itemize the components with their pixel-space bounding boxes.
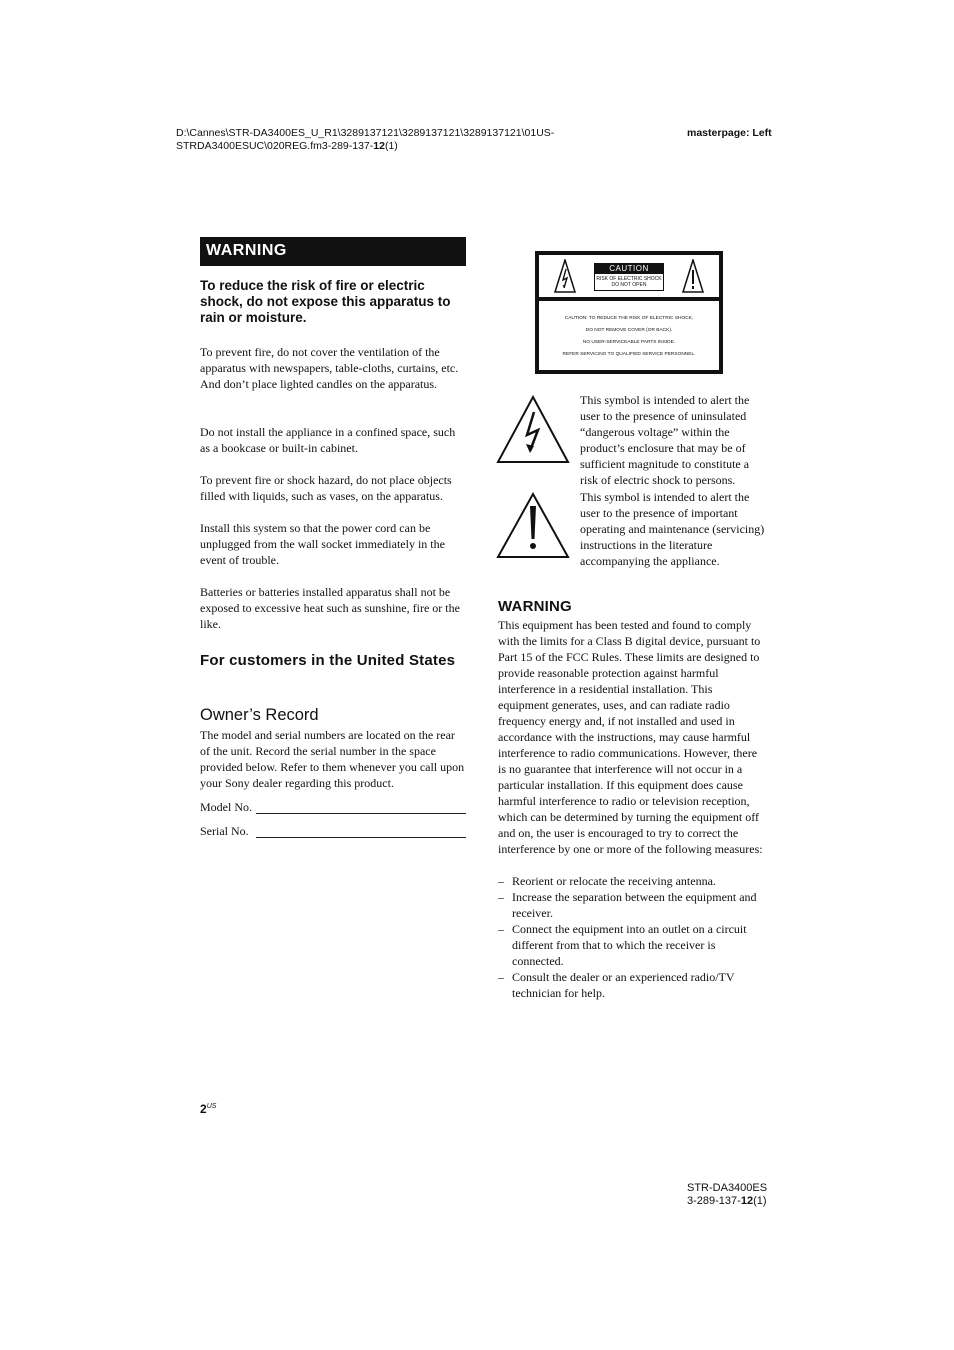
paragraph: Install this system so that the power cord can be unplugged from the wall socket immediately in the event of trouble. <box>200 521 445 567</box>
file-path-line2: STRDA3400ESUC\020REG.fm3-289-137-12(1) <box>176 139 398 152</box>
footer-code: 3-289-137-12(1) <box>687 1194 767 1207</box>
paragraph: Do not install the appliance in a confined space, such as a bookcase or built-in cabinet. <box>200 425 456 455</box>
list-item: – Reorient or relocate the receiving antenna. <box>498 874 716 888</box>
footer-model: STR-DA3400ES <box>687 1182 768 1194</box>
list-item: – Increase the separation between the equipment and receiver. <box>498 890 757 920</box>
list-item: – Consult the dealer or an experienced radio/TV technician for help. <box>498 970 735 1000</box>
file-path-header <box>176 127 596 152</box>
lead-warning: To reduce the risk of fire or electric shock, do not expose this apparatus to rain or moisture. <box>200 278 451 325</box>
owners-record-text: The model and serial numbers are located on the rear of the unit. Record the serial number in the space provided below. Refer to them whenever you call upon your Sony dealer regarding this product. <box>200 728 465 790</box>
caution-text <box>539 313 719 361</box>
masterpage-label: masterpage: Left <box>687 127 772 139</box>
owners-record-heading: Owner’s Record <box>200 706 319 724</box>
paragraph: To prevent fire, do not cover the ventilation of the apparatus with newspapers, table-cloths, curtains, etc. And don’t place lighted candles on the apparatus. <box>200 345 459 391</box>
us-customers-heading: For customers in the United States <box>200 652 456 669</box>
caution-line: DO NOT REMOVE COVER (OR BACK). <box>585 328 673 333</box>
file-path-line1: D:\Cannes\STR-DA3400ES_U_R1\3289137121\3289137121\3289137121\01US- <box>176 127 555 139</box>
caution-tag-line1: RISK OF ELECTRIC SHOCK <box>596 276 662 282</box>
serial-number-field[interactable] <box>200 823 466 841</box>
serial-number-label: Serial No. <box>200 824 249 838</box>
symbol2-description: This symbol is intended to alert the user to the presence of important operating and maintenance (servicing) instructions in the literature accompanying the appliance. <box>580 490 765 568</box>
caution-label-image <box>535 251 723 374</box>
exclamation-warning-icon <box>682 259 704 293</box>
lightning-symbol-icon <box>496 395 570 465</box>
fcc-warning-heading: WARNING <box>498 598 572 615</box>
caution-divider <box>539 297 719 301</box>
page-number: $2^{US}$ <box>200 1102 217 1116</box>
caution-line: REFER SERVICING TO QUALIFIED SERVICE PERSONNEL. <box>562 352 696 357</box>
warning-banner <box>200 237 466 266</box>
serial-number-line <box>256 837 466 838</box>
left-paragraphs <box>200 344 466 632</box>
warning-banner-title: WARNING <box>206 242 287 259</box>
model-number-line <box>256 813 466 814</box>
lightning-warning-icon <box>554 259 576 293</box>
exclamation-symbol-icon <box>496 492 570 560</box>
caution-tag <box>594 263 664 291</box>
list-item: – Connect the equipment into an outlet on a circuit different from that to which the receiver is connected. <box>498 922 747 968</box>
caution-line: CAUTION: TO REDUCE THE RISK OF ELECTRIC SHOCK, <box>564 316 694 321</box>
caution-tag-title: CAUTION <box>595 264 663 274</box>
caution-line: NO USER-SERVICEABLE PARTS INSIDE. <box>582 340 676 345</box>
paragraph: Batteries or batteries installed apparatus shall not be exposed to excessive heat such as sunshine, fire or the like. <box>200 585 460 631</box>
measures-list <box>498 873 764 1001</box>
caution-tag-line2: DO NOT OPEN <box>611 282 647 288</box>
symbol1-description: This symbol is intended to alert the user to the presence of uninsulated “dangerous voltage” within the product’s enclosure that may be of sufficient magnitude to constitute a risk of electric shock to persons. <box>580 393 750 487</box>
model-number-label: Model No. <box>200 800 252 814</box>
paragraph: To prevent fire or shock hazard, do not place objects filled with liquids, such as vases, on the apparatus. <box>200 473 452 503</box>
model-number-field[interactable] <box>200 799 466 817</box>
footer-model-code <box>687 1182 767 1207</box>
fcc-warning-text: This equipment has been tested and found to comply with the limits for a Class B digital device, pursuant to Part 15 of the FCC Rules. These limits are designed to provide reasonable protection against harmful interference in a residential installation. This equipment generates, uses, and can radiate radio frequency energy and, if not installed and used in accordance with the instructions, may cause harmful interference to radio communications. However, there is no guarantee that interference will not occur in a particular installation. If this equipment does cause harmful interference to radio or television reception, which can be determined by turning the equipment off and on, the user is encouraged to try to correct the interference by one or more of the following measures: <box>498 618 763 856</box>
